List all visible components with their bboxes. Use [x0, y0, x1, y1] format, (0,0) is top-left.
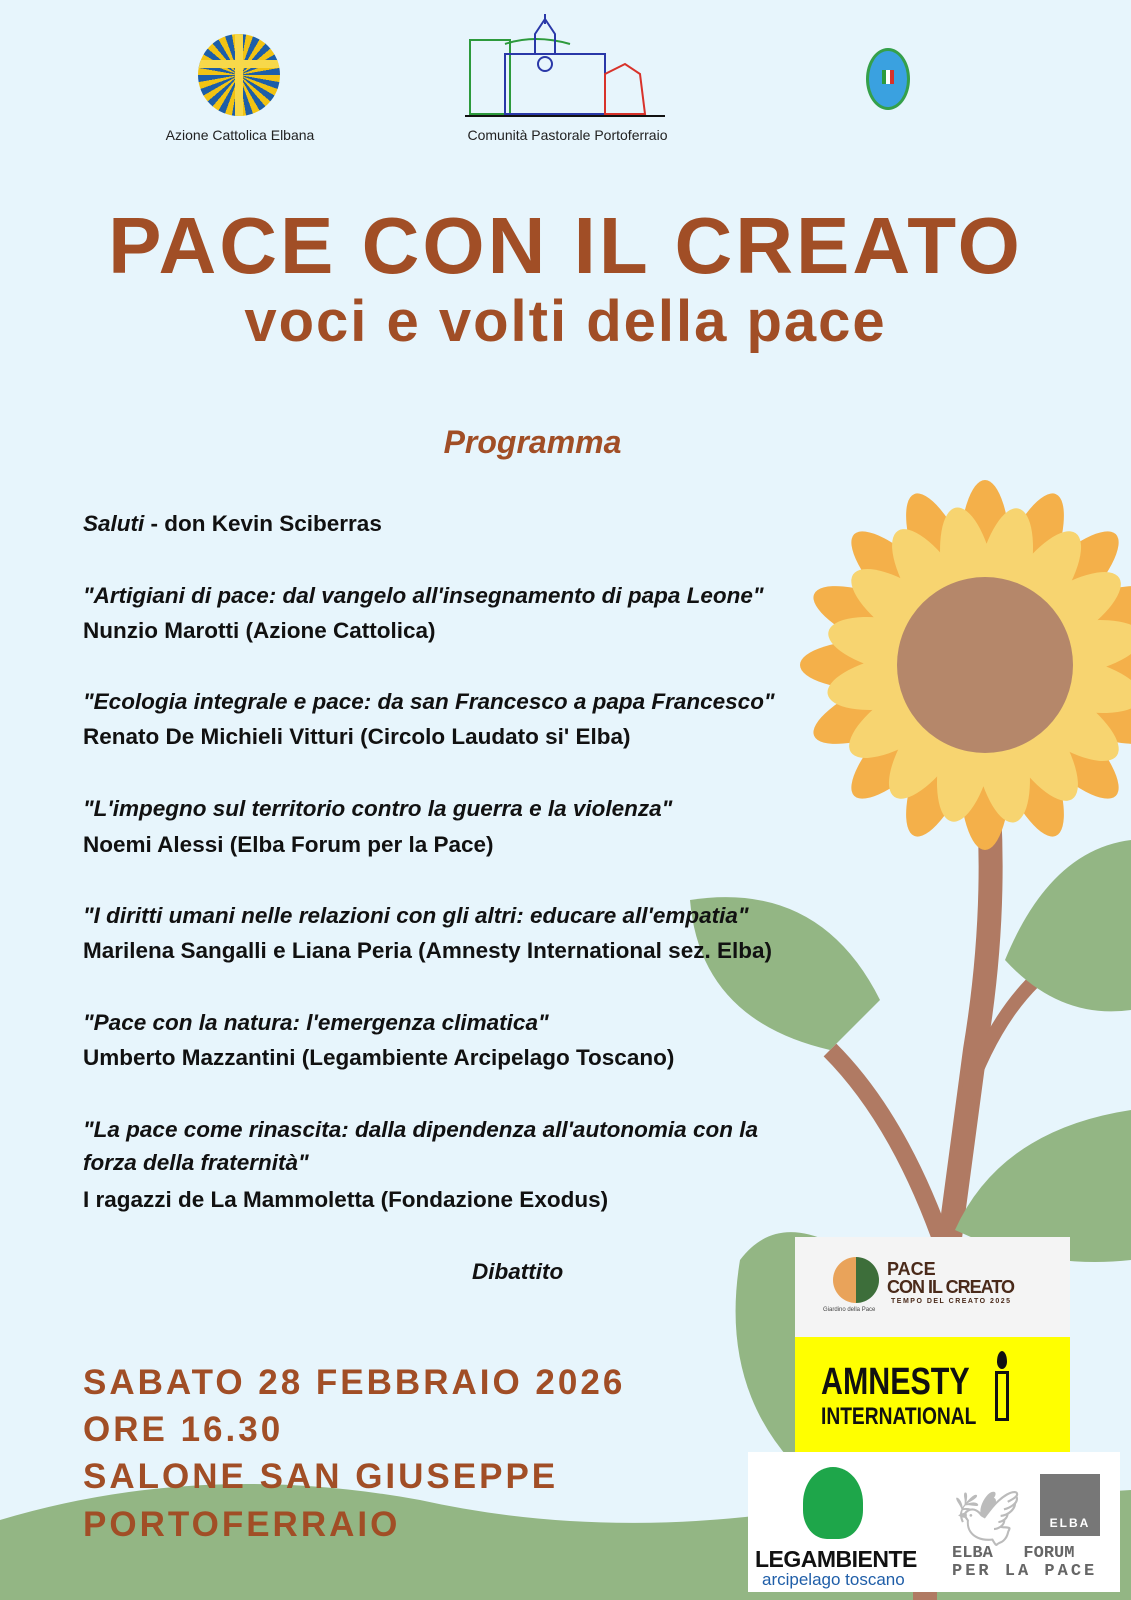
branch [830, 1050, 945, 1250]
pace-small-caption: Giardino della Pace [823, 1307, 876, 1313]
main-title: PACE CON IL CREATO [108, 201, 1023, 290]
talk-title: "Ecologia integrale e pace: da san Francesco a papa Francesco" [83, 689, 775, 714]
talk-title: "I diritti umani nelle relazioni con gli altri: educare all'empatia" [83, 903, 749, 928]
amnesty-international-logo [795, 1337, 1070, 1452]
partner-logos-box [748, 1452, 1120, 1592]
azione-cattolica-caption: Azione Cattolica Elbana [165, 127, 315, 143]
talk-title-continued: forza della fraternità" [83, 1150, 309, 1175]
circolo-laudato-si-logo [852, 44, 924, 116]
forum-line2: PER LA PACE [952, 1562, 1098, 1581]
legambiente-name: LEGAMBIENTE [755, 1546, 917, 1572]
talk-title: "L'impegno sul territorio contro la guerra e la violenza" [83, 796, 673, 821]
talk-title: "Artigiani di pace: dal vangelo all'insegnamento di papa Leone" [83, 583, 764, 608]
talk-speaker: Umberto Mazzantini (Legambiente Arcipelago Toscano) [83, 1045, 675, 1070]
talk-title: "Pace con la natura: l'emergenza climatica" [83, 1010, 549, 1035]
pace-line1: PACE [887, 1259, 936, 1279]
pace-line3: TEMPO DEL CREATO 2025 [891, 1298, 1012, 1305]
elba-badge [1040, 1474, 1100, 1536]
flame-icon [997, 1351, 1007, 1369]
saluti-line [83, 511, 382, 537]
talk-speaker: Nunzio Marotti (Azione Cattolica) [83, 618, 436, 643]
event-city: PORTOFERRAIO [83, 1505, 401, 1544]
event-date: SABATO 28 FEBBRAIO 2026 [83, 1363, 626, 1402]
candle-icon [995, 1371, 1009, 1421]
pace-line2: CON IL CREATO [887, 1277, 1015, 1297]
legambiente-sub: arcipelago toscano [762, 1570, 905, 1589]
talk-speaker: Marilena Sangalli e Liana Peria (Amnesty International sez. Elba) [83, 938, 772, 963]
subtitle: voci e volti della pace [244, 289, 887, 354]
program-heading: Programma [443, 424, 622, 460]
legambiente-swan-icon [803, 1467, 863, 1539]
comunita-church-logo [465, 14, 670, 118]
closing-dibattito: Dibattito [472, 1259, 564, 1284]
dove-icon: 🕊 [953, 1489, 1022, 1549]
saluti-label: Saluti [83, 511, 145, 536]
forum-line1: ELBA FORUM [952, 1544, 1075, 1563]
sunflower-center [897, 577, 1073, 753]
azione-cattolica-logo [198, 34, 280, 116]
comunita-caption: Comunità Pastorale Portoferraio [467, 127, 668, 143]
elba-badge-text: ELBA [1049, 1516, 1091, 1530]
talk-speaker: I ragazzi de La Mammoletta (Fondazione Exodus) [83, 1187, 609, 1212]
amnesty-line2: INTERNATIONAL [821, 1403, 977, 1430]
talk-title: "La pace come rinascita: dalla dipendenza all'autonomia con la [83, 1117, 758, 1142]
event-venue: SALONE SAN GIUSEPPE [83, 1457, 559, 1496]
amnesty-line1: AMNESTY [821, 1361, 970, 1403]
saluti-speaker: - don Kevin Sciberras [144, 511, 382, 536]
event-time: ORE 16.30 [83, 1410, 284, 1449]
talk-speaker: Noemi Alessi (Elba Forum per la Pace) [83, 832, 494, 857]
pace-con-il-creato-logo [795, 1237, 1070, 1337]
talk-speaker: Renato De Michieli Vitturi (Circolo Laudato si' Elba) [83, 724, 631, 749]
